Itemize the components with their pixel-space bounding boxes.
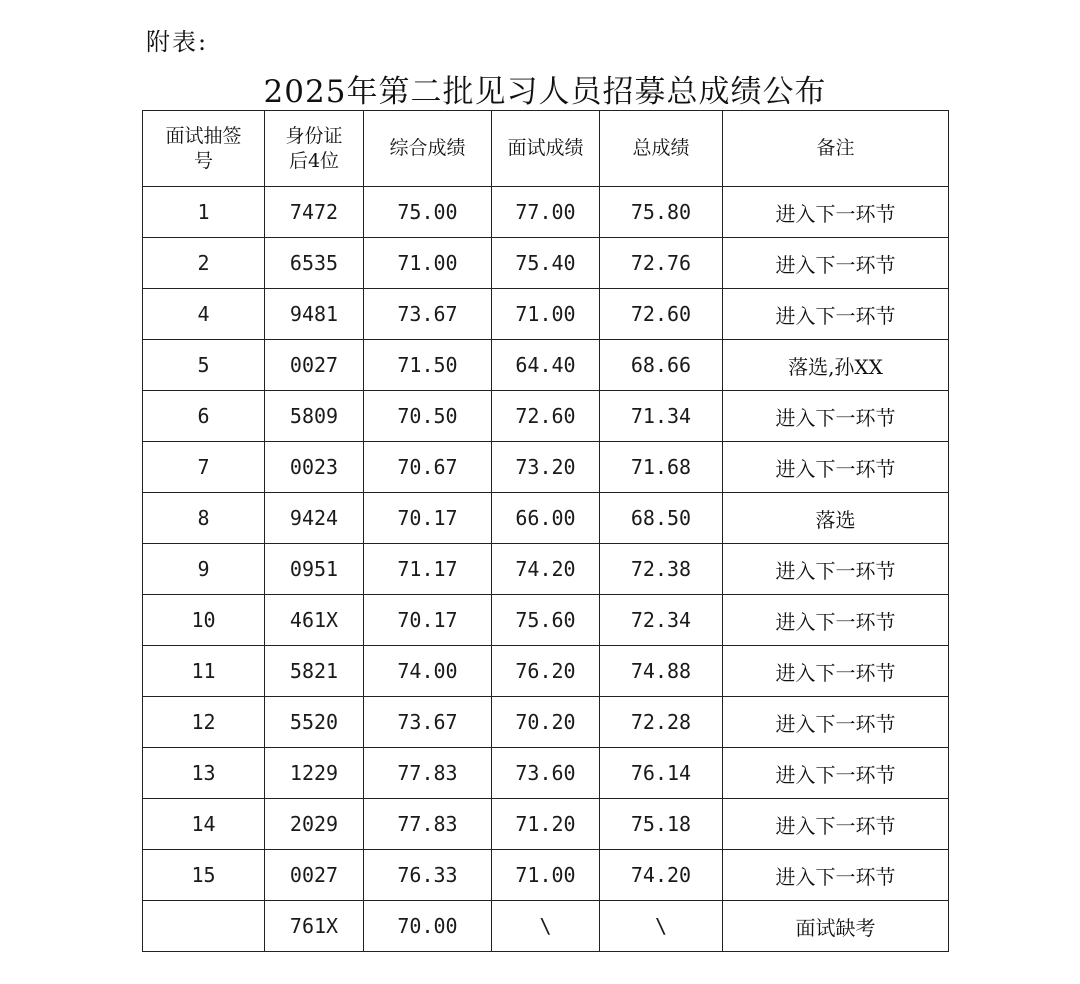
composite-score-cell: 76.33 (364, 850, 492, 901)
table-row (143, 391, 949, 442)
interview-score-cell: 75.60 (492, 595, 600, 646)
id-last4-cell: 761X (265, 901, 364, 952)
remarks-cell: 进入下一环节 (723, 391, 949, 442)
table-row (143, 544, 949, 595)
interview-score-cell: 73.60 (492, 748, 600, 799)
draw-number-cell: 14 (143, 799, 265, 850)
table-row (143, 187, 949, 238)
remarks-cell: 进入下一环节 (723, 544, 949, 595)
header-composite-score: 综合成绩 (364, 111, 492, 187)
remarks-cell: 面试缺考 (723, 901, 949, 952)
remarks-cell: 进入下一环节 (723, 595, 949, 646)
total-score-cell: 75.18 (600, 799, 723, 850)
table-row (143, 646, 949, 697)
remarks-cell: 进入下一环节 (723, 697, 949, 748)
interview-score-cell: 74.20 (492, 544, 600, 595)
interview-score-cell: 71.00 (492, 289, 600, 340)
composite-score-cell: 71.50 (364, 340, 492, 391)
composite-score-cell: 77.83 (364, 799, 492, 850)
composite-score-cell: 75.00 (364, 187, 492, 238)
total-score-cell: 75.80 (600, 187, 723, 238)
composite-score-cell: 70.17 (364, 493, 492, 544)
total-score-cell: 68.50 (600, 493, 723, 544)
id-last4-cell: 9424 (265, 493, 364, 544)
table-row (143, 748, 949, 799)
total-score-cell: 72.76 (600, 238, 723, 289)
id-last4-cell: 1229 (265, 748, 364, 799)
draw-number-cell: 9 (143, 544, 265, 595)
interview-score-cell: 72.60 (492, 391, 600, 442)
id-last4-cell: 6535 (265, 238, 364, 289)
remarks-cell: 进入下一环节 (723, 850, 949, 901)
table-row (143, 850, 949, 901)
score-table (142, 110, 949, 952)
header-id-last4: 身份证后4位 (265, 111, 364, 187)
header-total-score: 总成绩 (600, 111, 723, 187)
composite-score-cell: 73.67 (364, 697, 492, 748)
interview-score-cell: 71.20 (492, 799, 600, 850)
interview-score-cell: 71.00 (492, 850, 600, 901)
remarks-cell: 进入下一环节 (723, 187, 949, 238)
composite-score-cell: 77.83 (364, 748, 492, 799)
attachment-label: 附表: (146, 28, 209, 56)
total-score-cell: 68.66 (600, 340, 723, 391)
table-body (143, 187, 949, 952)
header-row (143, 111, 949, 187)
remarks-cell: 进入下一环节 (723, 442, 949, 493)
composite-score-cell: 71.17 (364, 544, 492, 595)
draw-number-cell: 5 (143, 340, 265, 391)
remarks-cell: 进入下一环节 (723, 748, 949, 799)
table-row (143, 799, 949, 850)
composite-score-cell: 74.00 (364, 646, 492, 697)
draw-number-cell: 13 (143, 748, 265, 799)
draw-number-cell: 15 (143, 850, 265, 901)
id-last4-cell: 9481 (265, 289, 364, 340)
draw-number-cell: 11 (143, 646, 265, 697)
remarks-cell: 进入下一环节 (723, 646, 949, 697)
id-last4-cell: 0027 (265, 850, 364, 901)
interview-score-cell: 66.00 (492, 493, 600, 544)
draw-number-cell (143, 901, 265, 952)
total-score-cell: 74.88 (600, 646, 723, 697)
header-draw-number: 面试抽签号 (143, 111, 265, 187)
total-score-cell: \ (600, 901, 723, 952)
total-score-cell: 72.60 (600, 289, 723, 340)
document-title: 2025年第二批见习人员招募总成绩公布 (263, 74, 827, 110)
table-row (143, 289, 949, 340)
interview-score-cell: 75.40 (492, 238, 600, 289)
id-last4-cell: 0951 (265, 544, 364, 595)
composite-score-cell: 71.00 (364, 238, 492, 289)
table-row (143, 595, 949, 646)
composite-score-cell: 70.00 (364, 901, 492, 952)
total-score-cell: 76.14 (600, 748, 723, 799)
interview-score-cell: \ (492, 901, 600, 952)
composite-score-cell: 70.17 (364, 595, 492, 646)
total-score-cell: 72.38 (600, 544, 723, 595)
draw-number-cell: 8 (143, 493, 265, 544)
draw-number-cell: 12 (143, 697, 265, 748)
interview-score-cell: 70.20 (492, 697, 600, 748)
header-remarks: 备注 (723, 111, 949, 187)
table-row (143, 493, 949, 544)
total-score-cell: 71.34 (600, 391, 723, 442)
remarks-cell: 进入下一环节 (723, 289, 949, 340)
total-score-cell: 71.68 (600, 442, 723, 493)
draw-number-cell: 6 (143, 391, 265, 442)
interview-score-cell: 77.00 (492, 187, 600, 238)
total-score-cell: 74.20 (600, 850, 723, 901)
id-last4-cell: 461X (265, 595, 364, 646)
draw-number-cell: 10 (143, 595, 265, 646)
draw-number-cell: 1 (143, 187, 265, 238)
table-row (143, 901, 949, 952)
draw-number-cell: 2 (143, 238, 265, 289)
draw-number-cell: 7 (143, 442, 265, 493)
table-row (143, 238, 949, 289)
remarks-cell: 落选,孙XX (723, 340, 949, 391)
id-last4-cell: 5821 (265, 646, 364, 697)
interview-score-cell: 73.20 (492, 442, 600, 493)
remarks-cell: 进入下一环节 (723, 799, 949, 850)
remarks-cell: 进入下一环节 (723, 238, 949, 289)
composite-score-cell: 70.50 (364, 391, 492, 442)
table-row (143, 442, 949, 493)
id-last4-cell: 0027 (265, 340, 364, 391)
header-interview-score: 面试成绩 (492, 111, 600, 187)
interview-score-cell: 76.20 (492, 646, 600, 697)
id-last4-cell: 2029 (265, 799, 364, 850)
draw-number-cell: 4 (143, 289, 265, 340)
id-last4-cell: 5520 (265, 697, 364, 748)
total-score-cell: 72.28 (600, 697, 723, 748)
total-score-cell: 72.34 (600, 595, 723, 646)
table-row (143, 697, 949, 748)
remarks-cell: 落选 (723, 493, 949, 544)
table-row (143, 340, 949, 391)
id-last4-cell: 5809 (265, 391, 364, 442)
id-last4-cell: 0023 (265, 442, 364, 493)
interview-score-cell: 64.40 (492, 340, 600, 391)
id-last4-cell: 7472 (265, 187, 364, 238)
composite-score-cell: 73.67 (364, 289, 492, 340)
composite-score-cell: 70.67 (364, 442, 492, 493)
